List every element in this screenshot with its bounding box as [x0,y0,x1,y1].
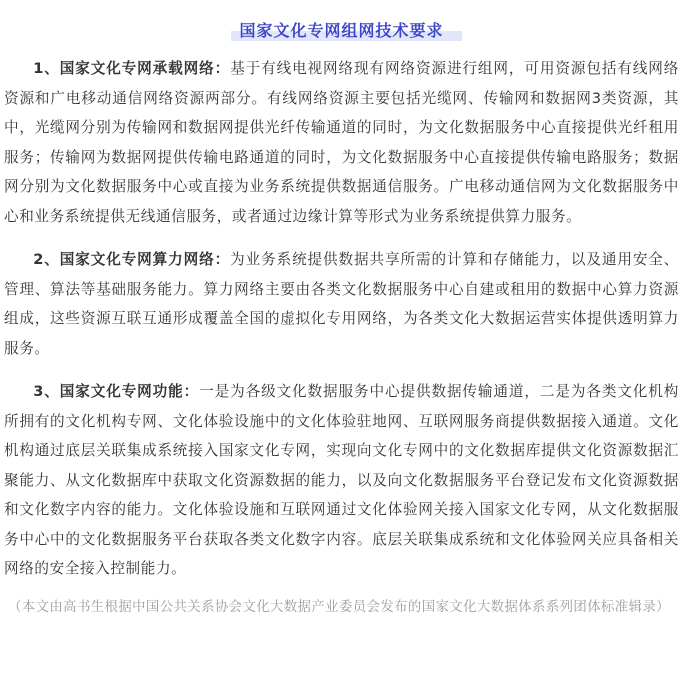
title-block [4,0,679,54]
paragraph-computing-network [4,245,679,363]
paragraph-body: 基于有线电视网络现有网络资源进行组网，可用资源包括有线网络资源和广电移动通信网络资源两部分。有线网络资源主要包括光缆网、传输网和数据网3类资源，其中，光缆网分别为传输网和数据网提供光纤传输通道的同时，为文化数据服务中心直接提供光纤租用服务；传输网为数据网提供传输电路通道的同时，为文化数据服务中心直接提供传输电路服务；数据网分别为文化数据服务中心或直接为业务系统提供数据通信服务。广电移动通信网为文化数据服务中心和业务系统提供无线通信服务，或者通过边缘计算等形式为业务系统提供算力服务。 [4,60,679,225]
page-title: 国家文化专网组网技术要求 [239,21,444,40]
source-note: （本文由高书生根据中国公共关系协会文化大数据产业委员会发布的国家文化大数据体系系列团体标准辑录） [8,599,670,615]
paragraph-bearer-network [4,54,679,231]
paragraph-lead: 1、国家文化专网承载网络： [33,60,231,77]
paragraph-network-functions [4,377,679,584]
paragraph-lead: 2、国家文化专网算力网络： [33,251,231,268]
paragraph-body: 为业务系统提供数据共享所需的计算和存储能力，以及通用安全、管理、算法等基础服务能力。算力网络主要由各类文化数据服务中心自建或租用的数据中心算力资源组成，这些资源互联互通形成覆盖全国的虚拟化专用网络，为各类文化大数据运营实体提供透明算力服务。 [4,251,679,357]
paragraph-body: 一是为各级文化数据服务中心提供数据传输通道，二是为各类文化机构所拥有的文化机构专网、文化体验设施中的文化体验驻地网、互联网服务商提供数据接入通道。文化机构通过底层关联集成系统接入国家文化专网，实现向文化专网中的文化数据库提供文化资源数据汇聚能力、从文化数据库中获取文化资源数据的能力，以及向文化数据服务平台登记发布文化资源数据和文化数字内容的能力。文化体验设施和互联网通过文化体验网关接入国家文化专网，从文化数据服务中心中的文化数据服务平台获取各类文化数字内容。底层关联集成系统和文化体验网关应具备相关网络的安全接入控制能力。 [4,383,679,577]
paragraph-lead: 3、国家文化专网功能： [33,383,200,400]
